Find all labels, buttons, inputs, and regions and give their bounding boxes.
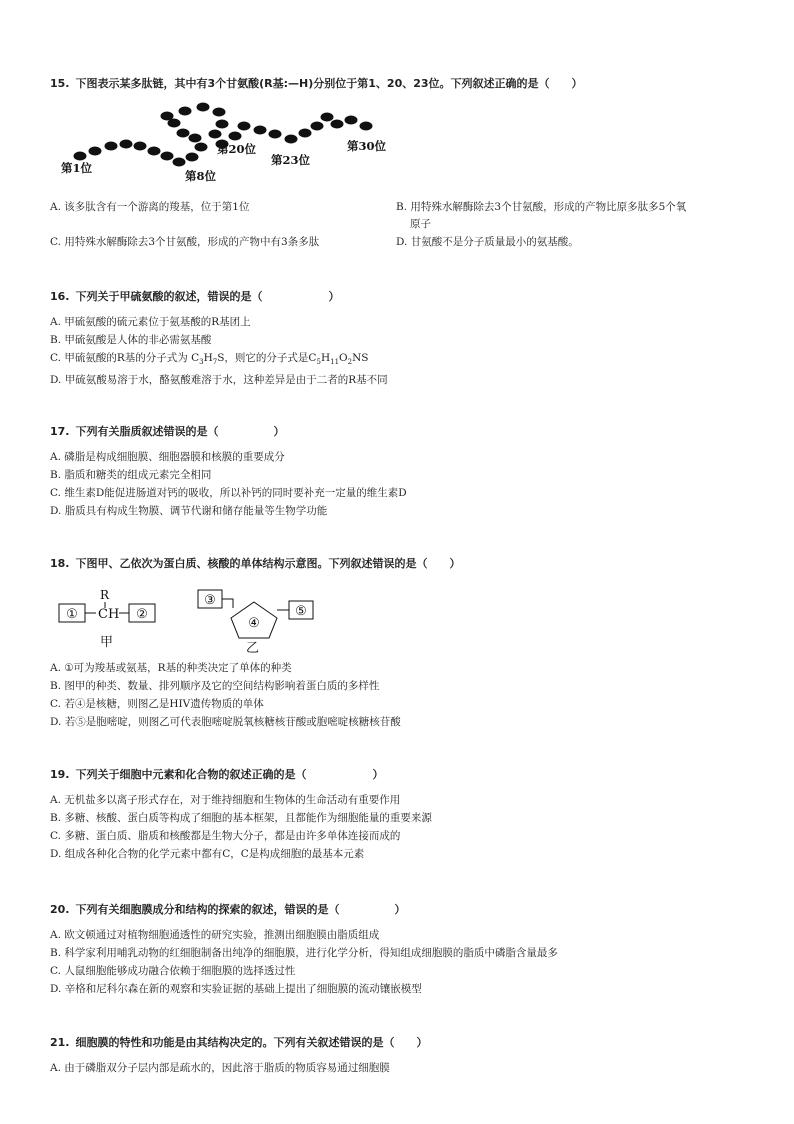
- stem-text: 下列有关细胞膜成分和结构的探索的叙述，错误的是（ ）: [75, 903, 406, 916]
- phosphate-bond: [222, 599, 233, 608]
- bead: [360, 122, 373, 131]
- question-stem: [50, 767, 750, 783]
- options: [50, 448, 750, 520]
- option-b-continued: 原子: [410, 218, 431, 230]
- bead: [120, 140, 133, 149]
- option-b[interactable]: B. 多糖、核酸、蛋白质等构成了细胞的基本框架，且都能作为细胞能量的重要来源: [50, 812, 432, 824]
- bead: [134, 142, 147, 151]
- circled-4: ④: [248, 616, 260, 631]
- option-a[interactable]: A. 磷脂是构成细胞膜、细胞器膜和核膜的重要成分: [50, 451, 285, 463]
- question-number: 19.: [50, 768, 70, 781]
- label-pos-30: 第30位: [347, 139, 387, 153]
- option-d[interactable]: D. 甲硫氨酸易溶于水，酪氨酸难溶于水，这种差异是由于二者的R基不同: [50, 374, 388, 387]
- question-stem: [50, 1035, 750, 1051]
- question-17: [50, 424, 750, 520]
- label-yi: 乙: [246, 641, 260, 656]
- question-number: 21.: [50, 1036, 70, 1049]
- question-stem: [50, 289, 750, 305]
- stem-text: 下列有关脂质叙述错误的是（ ）: [75, 425, 285, 438]
- bead: [161, 112, 174, 121]
- option-b[interactable]: B. 科学家利用哺乳动物的红细胞制备出纯净的细胞膜，进行化学分析，得知组成细胞膜的脂质中磷脂含量最多: [50, 947, 558, 959]
- options: [50, 791, 750, 863]
- bead: [195, 143, 208, 152]
- bead: [311, 122, 324, 131]
- bead: [89, 147, 102, 156]
- option-c[interactable]: C. 人鼠细胞能够成功融合依赖于细胞膜的选择透过性: [50, 965, 296, 977]
- question-15: [50, 76, 750, 92]
- stem-text: 下图甲、乙依次为蛋白质、核酸的单体结构示意图。下列叙述错误的是（ ）: [75, 557, 461, 570]
- option-c[interactable]: C. 维生素D能促进肠道对钙的吸收，所以补钙的同时要补充一定量的维生素D: [50, 487, 407, 499]
- bead: [269, 130, 282, 139]
- stem-text: 下图表示某多肽链，其中有3个甘氨酸(R基:—H)分别位于第1、20、23位。下列叙述正确的是（ ）: [75, 77, 583, 90]
- question-stem: [50, 556, 750, 572]
- option-d[interactable]: D. 若⑤是胞嘧啶，则图乙可代表胞嘧啶脱氧核糖核苷酸或胞嘧啶核糖核苷酸: [50, 716, 401, 728]
- option-c[interactable]: C. 若④是核糖，则图乙是HIV遗传物质的单体: [50, 698, 264, 710]
- option-c[interactable]: C. 多糖、蛋白质、脂质和核酸都是生物大分子，都是由许多单体连接而成的: [50, 830, 401, 842]
- option-a[interactable]: A. 欧文顿通过对植物细胞通透性的研究实验，推测出细胞膜由脂质组成: [50, 929, 380, 941]
- option-b[interactable]: B. 图甲的种类、数量、排列顺序及它的空间结构影响着蛋白质的多样性: [50, 680, 380, 692]
- bead: [216, 120, 229, 129]
- bead: [299, 129, 312, 138]
- label-r: R: [100, 588, 110, 602]
- option-c[interactable]: C. 甲硫氨酸的R基的分子式为 $C_3H_7S$，则它的分子式是$C_5H_{11}O_2NS$: [50, 352, 369, 367]
- question-number: 15.: [50, 77, 70, 90]
- option-b[interactable]: B. 脂质和糖类的组成元素完全相同: [50, 469, 212, 481]
- option-a[interactable]: A. 无机盐多以离子形式存在，对于维持细胞和生物体的生命活动有重要作用: [50, 794, 401, 806]
- options: [50, 1059, 750, 1077]
- option-a[interactable]: A. ①可为羧基或氨基，R基的种类决定了单体的种类: [50, 662, 292, 674]
- option-d[interactable]: D. 辛格和尼科尔森在新的观察和实验证据的基础上提出了细胞膜的流动镶嵌模型: [50, 983, 422, 995]
- label-pos-1: 第1位: [61, 161, 93, 175]
- bead: [179, 107, 192, 116]
- option-d[interactable]: D. 组成各种化合物的化学元素中都有C，C是构成细胞的最基本元素: [50, 848, 365, 860]
- option-grid: [50, 199, 750, 251]
- bead: [345, 116, 358, 125]
- stem-text: 下列关于细胞中元素和化合物的叙述正确的是（ ）: [75, 768, 384, 781]
- label-pos-8: 第8位: [185, 169, 217, 183]
- question-number: 16.: [50, 290, 70, 303]
- question-15-options: [50, 199, 750, 251]
- bead: [74, 152, 87, 161]
- question-stem: [50, 902, 750, 918]
- label-pos-20: 第20位: [217, 142, 257, 156]
- stem-text: 下列关于甲硫氨酸的叙述，错误的是（ ）: [75, 290, 340, 303]
- label-ch: CH: [98, 607, 120, 622]
- options: [50, 313, 750, 389]
- option-b[interactable]: B. 用特殊水解酶除去3个甘氨酸，形成的产物比原多肽多5个氧: [396, 201, 687, 213]
- bead: [213, 108, 226, 117]
- label-jia: 甲: [100, 635, 114, 650]
- question-number: 17.: [50, 425, 70, 438]
- bead: [189, 134, 202, 143]
- label-pos-23: 第23位: [271, 153, 311, 167]
- option-a[interactable]: A. 由于磷脂双分子层内部是疏水的，因此溶于脂质的物质容易通过细胞膜: [50, 1062, 390, 1074]
- bead: [148, 147, 161, 156]
- option-d[interactable]: D. 甘氨酸不是分子质量最小的氨基酸。: [396, 236, 579, 248]
- circled-2: ②: [136, 607, 148, 622]
- question-stem: [50, 424, 750, 440]
- question-20: [50, 902, 750, 998]
- polypeptide-chain-figure: [55, 100, 405, 190]
- bead: [254, 126, 267, 135]
- question-stem: [50, 76, 750, 92]
- circled-5: ⑤: [295, 604, 307, 619]
- question-number: 18.: [50, 557, 70, 570]
- option-c-text: S，则它的分子式是C: [217, 352, 317, 364]
- option-c-text: C. 甲硫氨酸的R基的分子式为 C: [50, 352, 200, 364]
- bead: [238, 122, 251, 131]
- stem-text: 细胞膜的特性和功能是由其结构决定的。下列有关叙述错误的是（ ）: [75, 1036, 428, 1049]
- circled-1: ①: [66, 607, 78, 622]
- option-d[interactable]: D. 脂质具有构成生物膜、调节代谢和储存能量等生物学功能: [50, 505, 328, 517]
- option-a[interactable]: A. 该多肽含有一个游离的羧基，位于第1位: [50, 201, 250, 213]
- bead: [321, 113, 334, 122]
- monomer-structure-figure: [55, 580, 335, 656]
- circled-3: ③: [204, 593, 216, 608]
- question-18-options: [50, 659, 750, 731]
- bead: [285, 135, 298, 144]
- option-c-text: NS: [352, 352, 369, 364]
- bead: [331, 120, 344, 129]
- option-a[interactable]: A. 甲硫氨酸的硫元素位于氨基酸的R基团上: [50, 316, 251, 328]
- bead: [229, 132, 242, 141]
- question-18: [50, 556, 750, 572]
- options: [50, 926, 750, 998]
- bead: [161, 152, 174, 161]
- question-21: [50, 1035, 750, 1077]
- bead: [197, 103, 210, 112]
- amino-acid-beads: [74, 103, 373, 167]
- bead: [105, 142, 118, 151]
- question-16: [50, 289, 750, 389]
- bead: [186, 153, 199, 162]
- bead: [173, 158, 186, 167]
- option-c[interactable]: C. 用特殊水解酶除去3个甘氨酸，形成的产物中有3条多肽: [50, 236, 320, 248]
- question-19: [50, 767, 750, 863]
- bead: [209, 130, 222, 139]
- question-number: 20.: [50, 903, 70, 916]
- option-b[interactable]: B. 甲硫氨酸是人体的非必需氨基酸: [50, 334, 212, 346]
- bead: [177, 129, 190, 138]
